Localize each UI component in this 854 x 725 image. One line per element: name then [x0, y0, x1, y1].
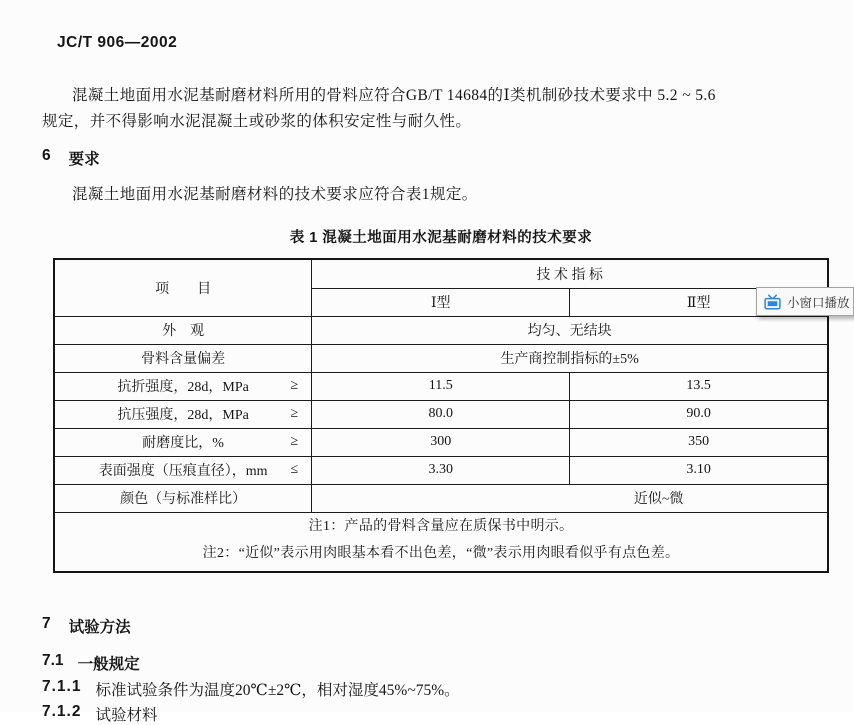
doc-code: JC/T 906—2002: [57, 34, 178, 51]
table-notes: [54, 512, 828, 572]
row-label-text: 抗压强度，28d，MPa: [117, 408, 249, 423]
pip-button-label: 小窗口播放: [787, 295, 850, 310]
row-label-text: 表面强度（压痕直径），mm: [98, 464, 268, 479]
section-7-1-heading: [42, 652, 140, 674]
header-type1: Ⅰ型: [312, 288, 570, 316]
header-type2: Ⅱ型: [570, 288, 828, 316]
value-type1: 11.5: [312, 372, 570, 400]
section-title: 一般规定: [77, 656, 140, 673]
clause-text: 标准试验条件为温度20℃±2℃，相对湿度45%~75%。: [95, 682, 460, 699]
value-type2: 13.5: [570, 372, 828, 400]
row-span-value: 均匀、无结块: [312, 316, 828, 344]
table-row: [54, 372, 828, 400]
section-title: 要求: [68, 151, 100, 168]
table-row: [54, 400, 828, 428]
value-type2: 350: [570, 428, 828, 456]
row-label: 颜色（与标准样比）: [54, 484, 312, 512]
clause-7-1-1: [42, 678, 460, 700]
ge-symbol: ≥: [290, 378, 299, 393]
row-label: 骨料含量偏差: [54, 344, 312, 372]
row-label: [54, 372, 312, 400]
value-type1: 80.0: [312, 400, 570, 428]
section-title: 试验方法: [68, 619, 131, 636]
le-symbol: ≤: [290, 462, 299, 477]
requirements-table: [53, 258, 829, 573]
note-1: 注1：产品的骨料含量应在质保书中明示。: [308, 518, 574, 534]
paragraph-line: 混凝土地面用水泥基耐磨材料所用的骨料应符合GB/T 14684的Ⅰ类机制砂技术要求中 5.2 ~ 5.6: [72, 87, 716, 104]
table-row: [54, 428, 828, 456]
ge-symbol: ≥: [290, 406, 299, 421]
row-label: [54, 456, 312, 484]
clause-text: 试验材料: [95, 707, 158, 724]
table-caption: 表 1 混凝土地面用水泥基耐磨材料的技术要求: [289, 230, 593, 246]
ge-symbol: ≥: [290, 434, 299, 449]
section-number: 7.1: [42, 652, 64, 669]
paragraph-line: 规定，并不得影响水泥混凝土或砂浆的体积安定性与耐久性。: [42, 113, 472, 130]
row-label: [54, 428, 312, 456]
section-number: 7: [42, 615, 51, 632]
table-header-row: [54, 259, 828, 288]
section-number: 6: [42, 147, 51, 164]
clause-7-1-2-clipped: [42, 703, 158, 724]
value-type2: 90.0: [570, 400, 828, 428]
table-row: [54, 344, 828, 372]
row-label: 外 观: [54, 316, 312, 344]
pip-playback-button[interactable]: [756, 287, 854, 316]
section-7-heading: [42, 615, 131, 637]
row-label-text: 耐磨度比，%: [142, 436, 224, 451]
value-type1: 3.30: [312, 456, 570, 484]
table-row: [54, 484, 828, 512]
clause-number: 7.1.2: [42, 703, 82, 720]
row-span-value: 生产商控制指标的±5%: [312, 344, 828, 372]
row-label: [54, 400, 312, 428]
clause-number: 7.1.1: [42, 678, 82, 695]
row-label-text: 抗折强度，28d，MPa: [117, 380, 249, 395]
value-type1: 300: [312, 428, 570, 456]
value-type2: 3.10: [570, 456, 828, 484]
table-row: [54, 316, 828, 344]
table-notes-row: [54, 512, 828, 572]
paragraph-table-reference: 混凝土地面用水泥基耐磨材料的技术要求应符合表1规定。: [72, 186, 478, 203]
paragraph-aggregate-requirement: [42, 83, 716, 135]
table-row: [54, 456, 828, 484]
header-item: 项 目: [54, 259, 312, 316]
tv-icon: [764, 294, 781, 310]
note-2: 注2：“近似”表示用肉眼基本看不出色差，“微”表示用肉眼看似乎有点色差。: [202, 545, 680, 561]
row-span-value: 近似~微: [312, 484, 828, 512]
header-group: 技 术 指 标: [312, 259, 828, 288]
section-6-heading: [42, 147, 100, 169]
